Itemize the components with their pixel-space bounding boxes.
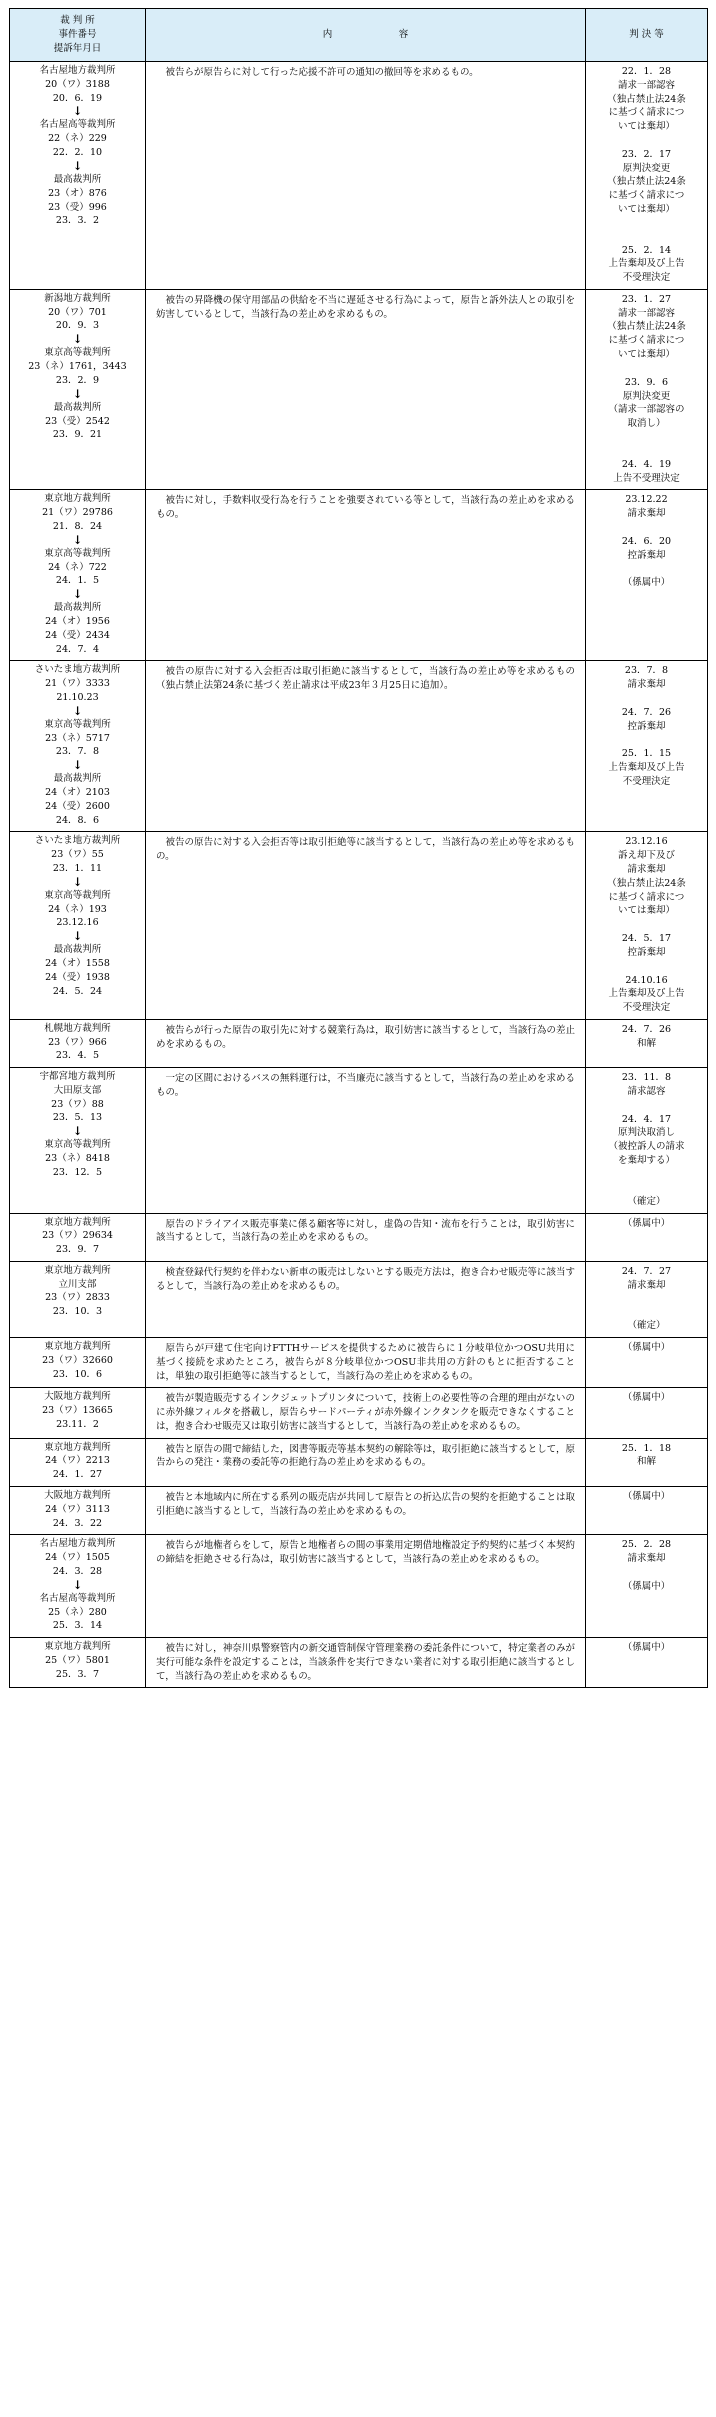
court-line: 23．3．2: [55, 215, 100, 227]
result-line: に基づく請求につ: [608, 107, 685, 119]
result-line: 和解: [636, 1037, 656, 1049]
court-line: 23．9．7: [55, 1244, 100, 1256]
court-line: 最高裁判所: [53, 173, 102, 185]
court-line: 23．10．6: [52, 1368, 103, 1380]
result-line: 24.10.16: [625, 974, 668, 986]
table-row: [10, 1535, 708, 1638]
table-row: [10, 490, 708, 661]
court-line: 札幌地方裁判所: [44, 1022, 111, 1034]
down-arrow-icon: ↓: [72, 1124, 83, 1139]
court-line: 立川支部: [58, 1278, 97, 1290]
down-arrow-icon: ↓: [72, 532, 83, 547]
court-line: 東京高等裁判所: [44, 889, 111, 901]
court-line: 24．8．6: [55, 814, 100, 826]
table-row: [10, 1338, 708, 1388]
court-line: 東京地方裁判所: [44, 1341, 111, 1353]
table-row: [10, 1068, 708, 1213]
table-row: [10, 1261, 708, 1337]
result-cell: [586, 62, 708, 290]
result-gap: [588, 431, 705, 445]
court-cell: [10, 62, 146, 290]
court-line: 20（ワ）3188: [45, 78, 110, 90]
result-line: 24．5．17: [621, 933, 672, 945]
court-line: 23（オ）876: [48, 187, 107, 199]
result-line: 25．1．15: [621, 748, 672, 760]
result-line: 23．1．27: [621, 293, 672, 305]
result-line: 24．4．17: [621, 1113, 672, 1125]
result-line: 取消し）: [627, 418, 666, 430]
result-line: 訴え却下及び: [617, 850, 675, 862]
result-line: 23．2．17: [621, 148, 672, 160]
result-line: 原判決変更: [622, 390, 671, 402]
result-line: 24．4．19: [621, 458, 672, 470]
court-line: 新潟地方裁判所: [44, 292, 111, 304]
court-line: 23．12．5: [52, 1166, 103, 1178]
court-line: 東京地方裁判所: [44, 1216, 111, 1228]
court-line: 宇都宮地方裁判所: [39, 1071, 116, 1083]
content-text: 一定の区間におけるバスの無料運行は，不当廉売に該当するとして，当該行為の差止めを求めるもの。: [156, 1073, 575, 1098]
down-arrow-icon: ↓: [72, 104, 83, 119]
result-line: 23．9．6: [624, 376, 669, 388]
court-line: 24．3．28: [52, 1565, 103, 1577]
table-row: [10, 661, 708, 832]
court-cell: [10, 1535, 146, 1638]
court-line: 24（オ）2103: [45, 787, 110, 799]
court-line: 24．1．5: [55, 575, 100, 587]
court-line: 21（ワ）3333: [45, 678, 110, 690]
header-court: [10, 9, 146, 62]
court-line: 名古屋地方裁判所: [39, 65, 116, 76]
result-cell: [586, 1068, 708, 1213]
down-arrow-icon: ↓: [72, 703, 83, 718]
result-line: （被控訴人の請求: [608, 1141, 685, 1153]
result-cell: [586, 1487, 708, 1535]
content-text: 被告と原告の間で締結した，図書等販売等基本契約の解除等は，取引拒絶に該当するとして，原告からの発注・業務の委託等の拒絶行為の差止めを求めるもの。: [156, 1443, 575, 1469]
court-line: 21（ワ）29786: [42, 507, 113, 519]
court-cell: [10, 1338, 146, 1388]
down-arrow-icon: ↓: [72, 1577, 83, 1592]
court-line: 24（オ）1558: [45, 958, 110, 970]
result-line: [588, 1168, 705, 1181]
content-text: 被告らが行った原告の取引先に対する競業行為は，取引妨害に該当するとして，当該行為の差止めを求めるもの。: [156, 1024, 575, 1050]
result-line: 25．2．28: [621, 1539, 672, 1551]
content-text: 検査登録代行契約を伴わない新車の販売はしないとする販売方法は，抱き合わせ販売等に該当するとして，当該行為の差止めを求めるもの。: [156, 1266, 575, 1292]
court-line: 東京高等裁判所: [44, 1139, 111, 1151]
header-court-line: 裁 判 所: [60, 14, 95, 26]
result-line: 不受理決定: [622, 1002, 671, 1014]
court-line: 最高裁判所: [53, 401, 102, 413]
court-line: 24（受）2434: [45, 629, 110, 641]
court-line: 大阪地方裁判所: [44, 1490, 111, 1501]
result-gap: [588, 521, 705, 535]
result-cell: [586, 1535, 708, 1638]
content-text: 被告らが原告らに対して行った応援不許可の通知の撤回等を求めるもの。: [165, 67, 479, 78]
result-line: （確定）: [627, 1195, 666, 1207]
court-line: 23（ネ）1761，3443: [28, 361, 127, 373]
court-line: 大田原支部: [53, 1084, 102, 1096]
content-cell: [146, 832, 586, 1019]
content-cell: [146, 62, 586, 290]
result-line: （係属中）: [622, 1392, 671, 1404]
court-line: 24（ネ）722: [48, 561, 107, 573]
content-text: 原告のドライアイス販売事業に係る顧客等に対し，虚偽の告知・流布を行うことは，取引妨害に該当するとして，当該行為の差止めを求めるもの。: [156, 1218, 575, 1244]
result-line: （独占禁止法24条: [607, 176, 686, 188]
result-line: 請求棄却: [627, 863, 666, 875]
result-cell: [586, 1638, 708, 1688]
court-line: 東京地方裁判所: [44, 1264, 111, 1276]
result-line: （係属中）: [622, 1342, 671, 1354]
court-line: 23（受）996: [48, 201, 107, 213]
result-line: 24．7．26: [621, 1023, 672, 1035]
court-line: 最高裁判所: [53, 944, 102, 956]
result-line: 23．11．8: [621, 1072, 672, 1084]
court-line: 20．9．3: [55, 320, 100, 332]
court-cell: [10, 1068, 146, 1213]
court-cell: [10, 1487, 146, 1535]
court-line: 23（ワ）966: [48, 1036, 107, 1048]
court-line: 東京高等裁判所: [44, 547, 111, 559]
result-line: に基づく請求につ: [608, 891, 685, 903]
result-line: [588, 445, 705, 458]
content-cell: [146, 1338, 586, 1388]
table-body: [10, 62, 708, 1688]
content-text: 被告の原告に対する入会拒否は取引拒絶に該当するとして，当該行為の差止め等を求めるもの（独占禁止法第24条に基づく差止請求は平成23年３月25日に追加）。: [156, 666, 575, 692]
result-line: （独占禁止法24条: [607, 93, 686, 105]
court-line: 23．1．11: [52, 862, 103, 874]
header-court-line: 提訴年月日: [53, 43, 102, 55]
content-text: 被告の昇降機の保守用部品の供給を不当に遅延させる行為によって，原告と訴外法人との取引を妨害しているとして，当該行為の差止めを求めるもの。: [156, 294, 575, 320]
result-gap: [588, 918, 705, 932]
result-line: 24．6．20: [621, 535, 672, 547]
court-line: 24．5．24: [52, 985, 103, 997]
content-cell: [146, 1068, 586, 1213]
result-gap: [588, 1305, 705, 1319]
court-line: 24（受）2600: [45, 800, 110, 812]
court-line: 23（ワ）55: [51, 849, 104, 861]
result-line: （確定）: [627, 1320, 666, 1332]
court-line: さいたま地方裁判所: [34, 664, 121, 676]
court-line: 23.11．2: [56, 1418, 99, 1430]
result-line: 23.12.16: [625, 836, 668, 848]
court-cell: [10, 1261, 146, 1337]
content-text: 被告と本地域内に所在する系列の販売店が共同して原告との折込広告の契約を拒絶することは取引拒絶に該当するとして，当該行為の差止めを求めるもの。: [156, 1492, 575, 1517]
court-line: 最高裁判所: [53, 773, 102, 785]
court-line: 最高裁判所: [53, 602, 102, 614]
result-line: 上告棄却及び上告: [608, 762, 685, 774]
result-line: 控訴棄却: [627, 549, 666, 561]
result-line: に基づく請求につ: [608, 190, 685, 202]
court-line: 20（ワ）701: [48, 306, 107, 318]
result-line: （係属中）: [622, 1580, 671, 1592]
result-line: いては棄却）: [617, 203, 675, 215]
result-line: 23．7．8: [624, 665, 669, 677]
result-gap: [588, 733, 705, 747]
court-line: 24（ワ）1505: [45, 1552, 110, 1564]
result-line: 24．7．26: [621, 706, 672, 718]
table-row: [10, 832, 708, 1019]
result-gap: [588, 562, 705, 576]
content-cell: [146, 1019, 586, 1067]
result-line: （係属中）: [622, 1642, 671, 1654]
court-line: 東京地方裁判所: [44, 1641, 111, 1653]
court-line: 25．3．7: [55, 1668, 100, 1680]
result-line: [588, 1292, 705, 1305]
court-line: 名古屋高等裁判所: [39, 1592, 116, 1604]
content-cell: [146, 1535, 586, 1638]
court-cell: [10, 832, 146, 1019]
court-cell: [10, 1438, 146, 1486]
court-line: 23（ワ）88: [51, 1098, 104, 1110]
court-line: 24（受）1938: [45, 971, 110, 983]
court-line: 23（受）2542: [45, 415, 110, 427]
result-line: 原判決変更: [622, 162, 671, 174]
result-gap: [588, 362, 705, 376]
content-cell: [146, 1638, 586, 1688]
result-cell: [586, 1388, 708, 1438]
result-gap: [588, 1181, 705, 1195]
result-line: （独占禁止法24条: [607, 321, 686, 333]
court-line: 23（ワ）29634: [42, 1230, 113, 1242]
court-line: 22．2．10: [52, 147, 103, 159]
result-line: 和解: [636, 1456, 656, 1468]
court-cell: [10, 490, 146, 661]
result-line: （請求一部認容の: [608, 404, 685, 416]
result-cell: [586, 1213, 708, 1261]
court-line: 大阪地方裁判所: [44, 1391, 111, 1403]
content-cell: [146, 1438, 586, 1486]
result-line: 上告不受理決定: [613, 472, 680, 484]
court-cell: [10, 1213, 146, 1261]
court-line: 23．2．9: [55, 374, 100, 386]
header-content: 内 容: [146, 9, 586, 62]
court-line: 23．9．21: [52, 429, 103, 441]
court-line: 東京高等裁判所: [44, 718, 111, 730]
court-line: 21．8．24: [52, 520, 103, 532]
result-line: 請求一部認容: [617, 307, 675, 319]
result-cell: [586, 661, 708, 832]
court-line: 25（ワ）5801: [45, 1654, 110, 1666]
result-line: 請求一部認容: [617, 79, 675, 91]
content-cell: [146, 490, 586, 661]
result-line: 請求棄却: [627, 1279, 666, 1291]
court-line: 24．7．4: [55, 643, 100, 655]
result-line: 23.12.22: [625, 494, 668, 506]
result-cell: [586, 1338, 708, 1388]
content-text: 原告らが戸建て住宅向けFTTHサービスを提供するために被告らに１分岐単位かつOSU共用に基づく接続を求めたところ，被告らが８分岐単位かつOSU非共用の方針のもとに拒否することは，単独の取引拒絶等に該当するとして，当該行為の差止めを求めるもの。: [156, 1343, 575, 1382]
court-line: 23．4．5: [55, 1050, 100, 1062]
court-line: 23．7．8: [55, 746, 100, 758]
content-text: 被告に対し，手数料収受行為を行うことを強要されている等として，当該行為の差止めを求めるもの。: [156, 495, 575, 521]
table-row: [10, 289, 708, 489]
result-cell: [586, 832, 708, 1019]
court-line: 23（ネ）8418: [45, 1153, 110, 1165]
result-line: 上告棄却及び上告: [608, 258, 685, 270]
result-cell: [586, 1261, 708, 1337]
court-line: さいたま地方裁判所: [34, 835, 121, 847]
result-line: いては棄却）: [617, 121, 675, 133]
result-line: 控訴棄却: [627, 720, 666, 732]
table-row: [10, 62, 708, 290]
table-row: [10, 1213, 708, 1261]
content-text: 被告の原告に対する入会拒否等は取引拒絶等に該当するとして，当該行為の差止め等を求めるもの。: [156, 837, 575, 863]
result-gap: [588, 1566, 705, 1580]
content-cell: [146, 1261, 586, 1337]
court-line: 20．6．19: [52, 92, 103, 104]
down-arrow-icon: ↓: [72, 158, 83, 173]
court-line: 21.10.23: [56, 691, 99, 703]
result-line: 24．7．27: [621, 1265, 672, 1277]
result-line: （係属中）: [622, 577, 671, 589]
court-cell: [10, 289, 146, 489]
result-line: [588, 231, 705, 244]
result-line: いては棄却）: [617, 349, 675, 361]
result-line: 22．1．28: [621, 66, 672, 77]
result-line: 請求棄却: [627, 679, 666, 691]
court-cell: [10, 1019, 146, 1067]
court-line: 23.12.16: [56, 917, 99, 929]
result-line: 不受理決定: [622, 776, 671, 787]
content-text: 被告らが地権者らをして，原告と地権者らの間の事業用定期借地権設定予約契約に基づく本契約の締結を拒絶させる行為は，取引妨害に該当するとして，当該行為の差止めを求めるもの。: [156, 1540, 575, 1566]
result-line: 25．1．18: [621, 1442, 672, 1454]
court-line: 23（ネ）5717: [45, 732, 110, 744]
down-arrow-icon: ↓: [72, 758, 83, 773]
table-row: [10, 1438, 708, 1486]
result-line: を棄却する）: [617, 1154, 675, 1166]
result-cell: [586, 289, 708, 489]
result-gap: [588, 134, 705, 148]
content-cell: [146, 1213, 586, 1261]
court-line: 東京地方裁判所: [44, 493, 111, 505]
court-line: 24．3．22: [52, 1517, 103, 1529]
court-line: 24（ネ）193: [48, 903, 107, 915]
content-cell: [146, 661, 586, 832]
court-line: 25（ネ）280: [48, 1606, 107, 1618]
down-arrow-icon: ↓: [72, 587, 83, 602]
result-gap: [588, 692, 705, 706]
court-line: 23（ワ）13665: [42, 1405, 113, 1417]
table-row: [10, 1638, 708, 1688]
content-text: 被告が製造販売するインクジェットプリンタについて，技術上の必要性等の合理的理由がないのに赤外線フィルタを搭載し，原告らサードパーティが赤外線インクタンクを販売できなくすることは，抱き合わせ販売又は取引妨害に該当するとして，当該行為の差止めを求めるもの。: [156, 1393, 575, 1432]
result-gap: [588, 960, 705, 974]
content-cell: [146, 289, 586, 489]
table-row: [10, 1388, 708, 1438]
result-line: （独占禁止法24条: [607, 877, 686, 889]
result-line: 不受理決定: [622, 272, 671, 284]
court-line: 23．10．3: [52, 1306, 103, 1318]
court-line: 23（ワ）2833: [45, 1292, 110, 1304]
lawsuit-table: [9, 8, 708, 1688]
content-text: 被告に対し，神奈川県警察管内の新交通管制保守管理業務の委託条件について，特定業者のみが実行可能な条件を設定することは，当該条件を実行できない業者に対する取引拒絶に該当するとして，当該行為の差止めを求めるもの。: [156, 1643, 575, 1682]
content-cell: [146, 1388, 586, 1438]
result-line: （係属中）: [622, 1491, 671, 1502]
court-line: 23（ワ）32660: [42, 1354, 113, 1366]
result-gap: [588, 1099, 705, 1113]
court-line: 24（ワ）3113: [45, 1503, 110, 1515]
result-cell: [586, 1438, 708, 1486]
header-court-line: 事件番号: [58, 28, 97, 40]
court-line: 東京高等裁判所: [44, 347, 111, 359]
court-cell: [10, 661, 146, 832]
court-cell: [10, 1388, 146, 1438]
court-line: 22（ネ）229: [48, 133, 107, 145]
result-line: 請求棄却: [627, 1553, 666, 1565]
court-line: 名古屋高等裁判所: [39, 119, 116, 131]
down-arrow-icon: ↓: [72, 332, 83, 347]
court-line: 東京地方裁判所: [44, 1441, 111, 1453]
result-line: 原判決取消し: [617, 1127, 675, 1139]
court-line: 25．3．14: [52, 1620, 103, 1632]
result-line: 上告棄却及び上告: [608, 988, 685, 1000]
result-line: 請求棄却: [627, 508, 666, 520]
result-line: 控訴棄却: [627, 946, 666, 958]
court-line: 24（ワ）2213: [45, 1455, 110, 1467]
table-row: [10, 1487, 708, 1535]
result-line: に基づく請求につ: [608, 335, 685, 347]
result-cell: [586, 490, 708, 661]
result-cell: [586, 1019, 708, 1067]
result-line: 請求認容: [627, 1085, 666, 1097]
result-line: いては棄却）: [617, 905, 675, 917]
down-arrow-icon: ↓: [72, 874, 83, 889]
court-line: 24（オ）1956: [45, 616, 110, 628]
result-gap: [588, 217, 705, 231]
down-arrow-icon: ↓: [72, 929, 83, 944]
header-result: 判 決 等: [586, 9, 708, 62]
content-cell: [146, 1487, 586, 1535]
table-row: [10, 1019, 708, 1067]
table-header-row: [10, 9, 708, 62]
court-line: 24．1．27: [52, 1469, 103, 1481]
court-cell: [10, 1638, 146, 1688]
court-line: 名古屋地方裁判所: [39, 1538, 116, 1550]
down-arrow-icon: ↓: [72, 386, 83, 401]
result-line: 25．2．14: [621, 244, 672, 256]
result-line: （係属中）: [622, 1217, 671, 1229]
court-line: 23．5．13: [52, 1112, 103, 1124]
